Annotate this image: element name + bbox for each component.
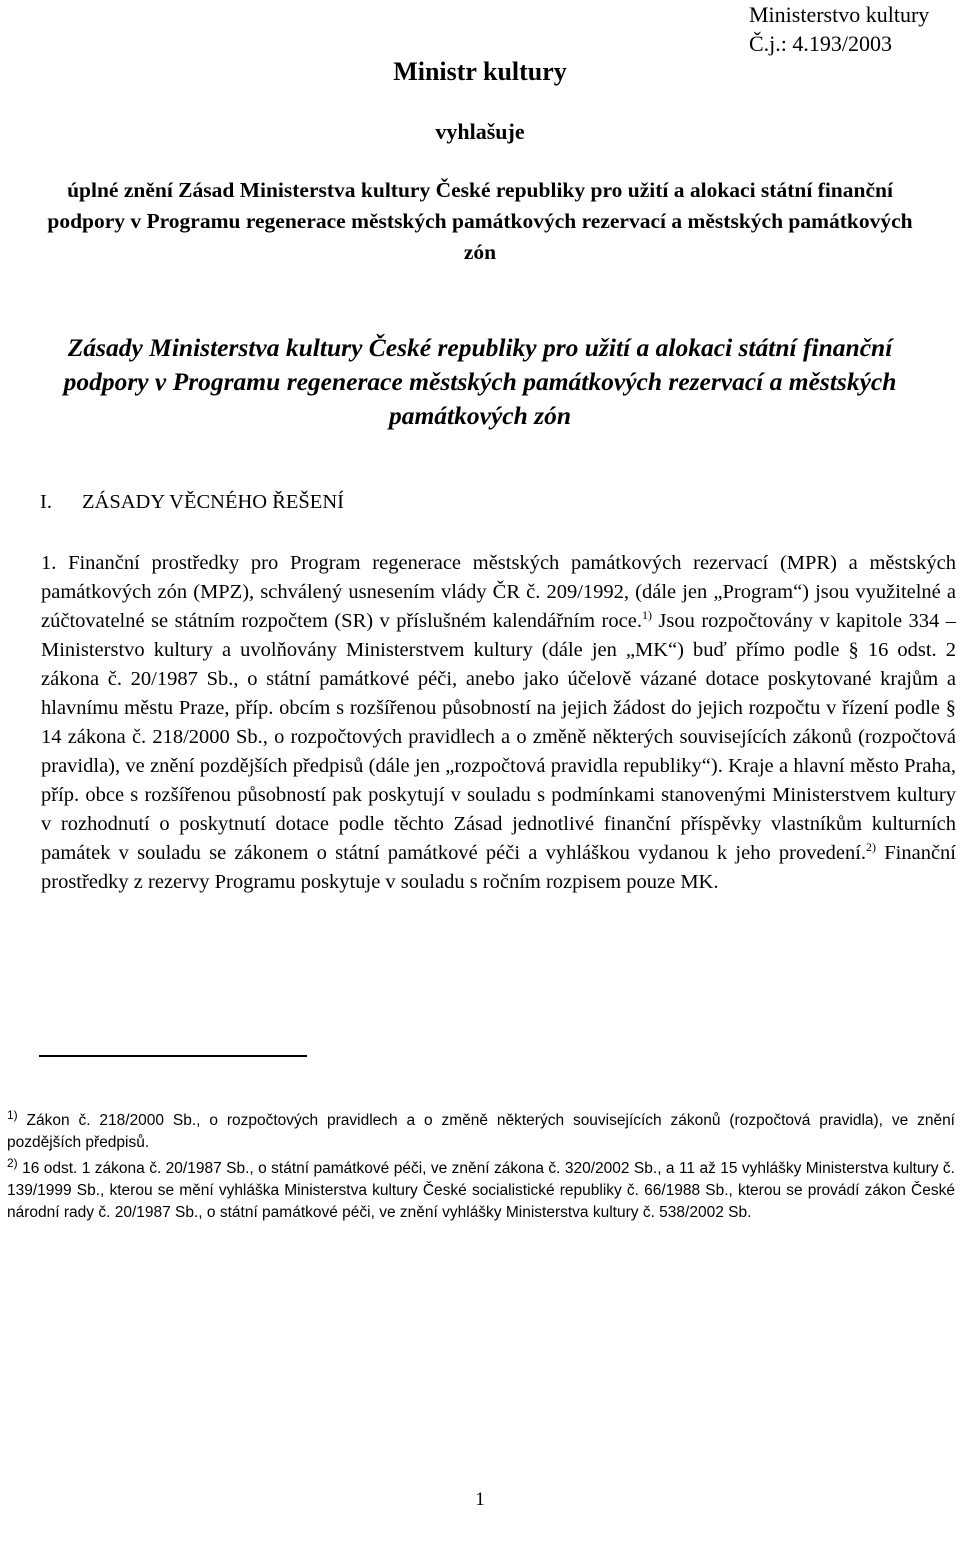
footnote-ref-2: 2) [866, 840, 877, 855]
announces-heading: vyhlašuje [435, 119, 525, 144]
paragraph-1-part-c: Finanční prostředky z rezervy Programu poskytuje v souladu s ročním rozpisem pouze MK. [41, 842, 956, 893]
ministry-name: Ministerstvo kultury [749, 2, 930, 27]
footnote-2-text: 16 odst. 1 zákona č. 20/1987 Sb., o státní památkové péči, ve znění zákona č. 320/2002 Sb., a 11 až 15 vyhlášky Ministerstva kultury č. 139/1999 Sb., kterou se mění vyhláška Ministerstva kultury České socialistické republiky č. 66/1988 Sb., kterou se provádí zákon České národní rady č. 20/1987 Sb., o státní památkové péči, ve znění vyhlášky Ministerstva kultury č. 538/2002 Sb. [7, 1160, 955, 1221]
footnote-2 [7, 1155, 955, 1224]
footnote-1 [7, 1107, 955, 1154]
paragraph-1 [41, 549, 956, 897]
footnote-2-mark: 2) [7, 1155, 18, 1170]
minister-heading: Ministr kultury [393, 57, 567, 86]
section-heading [40, 491, 344, 514]
section-number: I. [40, 491, 52, 513]
page-number: 1 [475, 1489, 485, 1510]
intro-statement: úplné znění Zásad Ministerstva kultury České republiky pro užití a alokaci státní finanční podpory v Programu regenerace městských památkových rezervací a městských památkových zón [47, 178, 913, 264]
footnote-ref-1: 1) [641, 608, 652, 623]
footnote-1-mark: 1) [7, 1107, 18, 1122]
reference-number: Č.j.: 4.193/2003 [749, 31, 893, 56]
section-title: ZÁSADY VĚCNÉHO ŘEŠENÍ [82, 491, 344, 513]
paragraph-1-part-a: 1. Finanční prostředky pro Program regenerace městských památkových rezervací (MPR) a městských památkových zón (MPZ), schválený usnesením vlády ČR č. 209/1992, (dále jen „Program“) jsou využitelné a zúčtovatelné se státním rozpočtem (SR) v příslušném kalendářním roce. [41, 552, 956, 632]
footnote-1-text: Zákon č. 218/2000 Sb., o rozpočtových pravidlech a o změně některých souvisejících zákonů (rozpočtová pravidla), ve znění pozdějších předpisů. [7, 1112, 955, 1151]
document-header-right [749, 0, 929, 58]
document-title: Zásady Ministerstva kultury České republiky pro užití a alokaci státní finanční podpory v Programu regenerace městských památkových rezervací a městských památkových zón [63, 333, 897, 430]
paragraph-1-part-b: Jsou rozpočtovány v kapitole 334 – Ministerstvo kultury a uvolňovány Ministerstvem kultury (dále jen „MK“) buď přímo podle § 16 odst. 2 zákona č. 20/1987 Sb., o státní památkové péči, anebo jako účelově vázané dotace poskytované krajům a hlavnímu městu Praze, příp. obcím s rozšířenou působností na jejich žádost do jejich rozpočtu v řízení podle § 14 zákona č. 218/2000 Sb., o rozpočtových pravidlech a o změně některých souvisejících zákonů (rozpočtová pravidla), ve znění pozdějších předpisů (dále jen „rozpočtová pravidla republiky“). Kraje a hlavní město Praha, příp. obce s rozšířenou působností pak poskytují v souladu s podmínkami stanovenými Ministerstvem kultury v rozhodnutí o poskytnutí dotace podle těchto Zásad jednotlivé finanční příspěvky vlastníkům kulturních památek v souladu se zákonem o státní památkové péči a vyhláškou vydanou k jeho provedení. [41, 610, 956, 864]
footnote-separator [39, 1055, 307, 1057]
